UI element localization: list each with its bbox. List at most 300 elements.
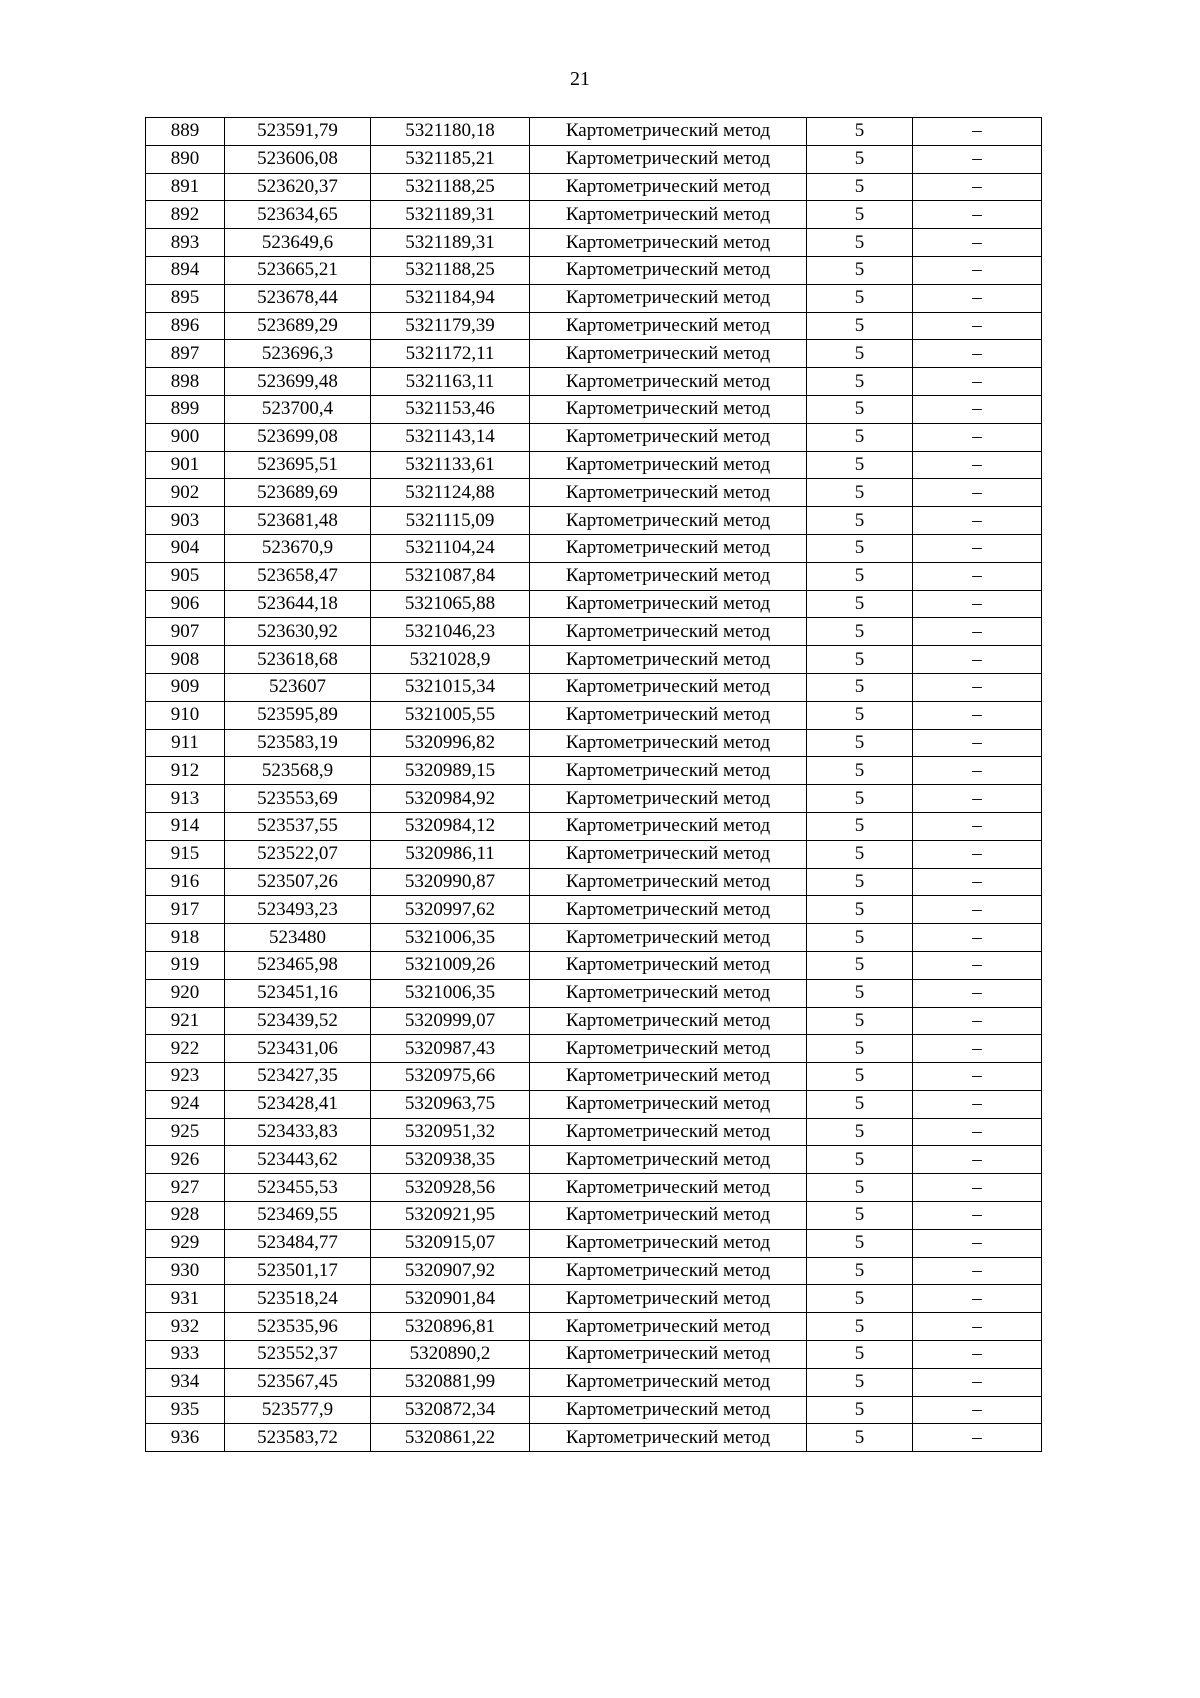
accuracy-cell: 5: [807, 451, 913, 479]
note-cell: –: [913, 1035, 1042, 1063]
y-coordinate-cell: 5321163,11: [371, 368, 530, 396]
table-row: [146, 1285, 1042, 1313]
x-coordinate-cell: 523507,26: [225, 868, 371, 896]
point-number-cell: 900: [146, 423, 225, 451]
y-coordinate-cell: 5320986,11: [371, 840, 530, 868]
accuracy-cell: 5: [807, 340, 913, 368]
method-cell: Картометрический метод: [530, 729, 807, 757]
method-cell: Картометрический метод: [530, 173, 807, 201]
y-coordinate-cell: 5320921,95: [371, 1202, 530, 1230]
method-cell: Картометрический метод: [530, 562, 807, 590]
accuracy-cell: 5: [807, 1313, 913, 1341]
table-row: [146, 1313, 1042, 1341]
method-cell: Картометрический метод: [530, 1202, 807, 1230]
note-cell: –: [913, 1396, 1042, 1424]
method-cell: Картометрический метод: [530, 423, 807, 451]
y-coordinate-cell: 5320989,15: [371, 757, 530, 785]
note-cell: –: [913, 368, 1042, 396]
table-row: [146, 479, 1042, 507]
point-number-cell: 928: [146, 1202, 225, 1230]
table-row: [146, 1035, 1042, 1063]
x-coordinate-cell: 523431,06: [225, 1035, 371, 1063]
accuracy-cell: 5: [807, 951, 913, 979]
x-coordinate-cell: 523553,69: [225, 785, 371, 813]
x-coordinate-cell: 523577,9: [225, 1396, 371, 1424]
table-row: [146, 256, 1042, 284]
y-coordinate-cell: 5321065,88: [371, 590, 530, 618]
accuracy-cell: 5: [807, 229, 913, 257]
x-coordinate-cell: 523595,89: [225, 701, 371, 729]
table-row: [146, 1368, 1042, 1396]
note-cell: –: [913, 1063, 1042, 1091]
x-coordinate-cell: 523537,55: [225, 812, 371, 840]
note-cell: –: [913, 451, 1042, 479]
y-coordinate-cell: 5321143,14: [371, 423, 530, 451]
accuracy-cell: 5: [807, 729, 913, 757]
note-cell: –: [913, 284, 1042, 312]
table-row: [146, 1202, 1042, 1230]
note-cell: –: [913, 173, 1042, 201]
y-coordinate-cell: 5321172,11: [371, 340, 530, 368]
method-cell: Картометрический метод: [530, 534, 807, 562]
y-coordinate-cell: 5320984,92: [371, 785, 530, 813]
point-number-cell: 898: [146, 368, 225, 396]
accuracy-cell: 5: [807, 646, 913, 674]
y-coordinate-cell: 5320872,34: [371, 1396, 530, 1424]
table-row: [146, 812, 1042, 840]
point-number-cell: 923: [146, 1063, 225, 1091]
method-cell: Картометрический метод: [530, 1035, 807, 1063]
table-row: [146, 507, 1042, 535]
note-cell: –: [913, 896, 1042, 924]
table-row: [146, 1090, 1042, 1118]
note-cell: –: [913, 1090, 1042, 1118]
x-coordinate-cell: 523433,83: [225, 1118, 371, 1146]
x-coordinate-cell: 523607: [225, 673, 371, 701]
note-cell: –: [913, 1174, 1042, 1202]
x-coordinate-cell: 523428,41: [225, 1090, 371, 1118]
note-cell: –: [913, 340, 1042, 368]
point-number-cell: 914: [146, 812, 225, 840]
method-cell: Картометрический метод: [530, 924, 807, 952]
method-cell: Картометрический метод: [530, 951, 807, 979]
y-coordinate-cell: 5320999,07: [371, 1007, 530, 1035]
note-cell: –: [913, 924, 1042, 952]
table-row: [146, 785, 1042, 813]
note-cell: –: [913, 256, 1042, 284]
note-cell: –: [913, 534, 1042, 562]
table-row: [146, 757, 1042, 785]
x-coordinate-cell: 523522,07: [225, 840, 371, 868]
point-number-cell: 930: [146, 1257, 225, 1285]
method-cell: Картометрический метод: [530, 145, 807, 173]
x-coordinate-cell: 523568,9: [225, 757, 371, 785]
accuracy-cell: 5: [807, 1174, 913, 1202]
accuracy-cell: 5: [807, 1229, 913, 1257]
x-coordinate-cell: 523427,35: [225, 1063, 371, 1091]
table-row: [146, 1118, 1042, 1146]
table-row: [146, 1424, 1042, 1452]
x-coordinate-cell: 523469,55: [225, 1202, 371, 1230]
x-coordinate-cell: 523493,23: [225, 896, 371, 924]
method-cell: Картометрический метод: [530, 1368, 807, 1396]
x-coordinate-cell: 523699,48: [225, 368, 371, 396]
method-cell: Картометрический метод: [530, 1285, 807, 1313]
y-coordinate-cell: 5320861,22: [371, 1424, 530, 1452]
table-row: [146, 646, 1042, 674]
y-coordinate-cell: 5320938,35: [371, 1146, 530, 1174]
method-cell: Картометрический метод: [530, 312, 807, 340]
note-cell: –: [913, 1257, 1042, 1285]
accuracy-cell: 5: [807, 284, 913, 312]
method-cell: Картометрический метод: [530, 757, 807, 785]
table-row: [146, 1396, 1042, 1424]
point-number-cell: 909: [146, 673, 225, 701]
x-coordinate-cell: 523455,53: [225, 1174, 371, 1202]
table-row: [146, 201, 1042, 229]
point-number-cell: 927: [146, 1174, 225, 1202]
x-coordinate-cell: 523649,6: [225, 229, 371, 257]
x-coordinate-cell: 523700,4: [225, 395, 371, 423]
y-coordinate-cell: 5321115,09: [371, 507, 530, 535]
note-cell: –: [913, 1313, 1042, 1341]
accuracy-cell: 5: [807, 1146, 913, 1174]
accuracy-cell: 5: [807, 979, 913, 1007]
accuracy-cell: 5: [807, 256, 913, 284]
accuracy-cell: 5: [807, 868, 913, 896]
point-number-cell: 932: [146, 1313, 225, 1341]
table-row: [146, 534, 1042, 562]
x-coordinate-cell: 523439,52: [225, 1007, 371, 1035]
table-row: [146, 229, 1042, 257]
method-cell: Картометрический метод: [530, 1257, 807, 1285]
accuracy-cell: 5: [807, 1368, 913, 1396]
point-number-cell: 906: [146, 590, 225, 618]
table-row: [146, 145, 1042, 173]
accuracy-cell: 5: [807, 1035, 913, 1063]
x-coordinate-cell: 523583,19: [225, 729, 371, 757]
y-coordinate-cell: 5321124,88: [371, 479, 530, 507]
point-number-cell: 902: [146, 479, 225, 507]
method-cell: Картометрический метод: [530, 1118, 807, 1146]
point-number-cell: 918: [146, 924, 225, 952]
page-number: 21: [570, 68, 590, 90]
y-coordinate-cell: 5320896,81: [371, 1313, 530, 1341]
method-cell: Картометрический метод: [530, 1396, 807, 1424]
x-coordinate-cell: 523451,16: [225, 979, 371, 1007]
y-coordinate-cell: 5321005,55: [371, 701, 530, 729]
note-cell: –: [913, 785, 1042, 813]
point-number-cell: 915: [146, 840, 225, 868]
x-coordinate-cell: 523644,18: [225, 590, 371, 618]
accuracy-cell: 5: [807, 757, 913, 785]
x-coordinate-cell: 523618,68: [225, 646, 371, 674]
table-row: [146, 284, 1042, 312]
table-row: [146, 1174, 1042, 1202]
note-cell: –: [913, 562, 1042, 590]
y-coordinate-cell: 5321028,9: [371, 646, 530, 674]
accuracy-cell: 5: [807, 1285, 913, 1313]
point-number-cell: 896: [146, 312, 225, 340]
note-cell: –: [913, 757, 1042, 785]
note-cell: –: [913, 1341, 1042, 1369]
y-coordinate-cell: 5321188,25: [371, 173, 530, 201]
method-cell: Картометрический метод: [530, 840, 807, 868]
point-number-cell: 891: [146, 173, 225, 201]
accuracy-cell: 5: [807, 1341, 913, 1369]
note-cell: –: [913, 1202, 1042, 1230]
y-coordinate-cell: 5321015,34: [371, 673, 530, 701]
accuracy-cell: 5: [807, 312, 913, 340]
method-cell: Картометрический метод: [530, 1174, 807, 1202]
accuracy-cell: 5: [807, 1396, 913, 1424]
accuracy-cell: 5: [807, 701, 913, 729]
table-row: [146, 979, 1042, 1007]
method-cell: Картометрический метод: [530, 1090, 807, 1118]
y-coordinate-cell: 5320984,12: [371, 812, 530, 840]
table-row: [146, 562, 1042, 590]
point-number-cell: 908: [146, 646, 225, 674]
note-cell: –: [913, 145, 1042, 173]
coordinates-table-body: [146, 118, 1042, 1452]
note-cell: –: [913, 201, 1042, 229]
method-cell: Картометрический метод: [530, 256, 807, 284]
note-cell: –: [913, 423, 1042, 451]
table-row: [146, 701, 1042, 729]
x-coordinate-cell: 523443,62: [225, 1146, 371, 1174]
note-cell: –: [913, 701, 1042, 729]
x-coordinate-cell: 523696,3: [225, 340, 371, 368]
method-cell: Картометрический метод: [530, 1229, 807, 1257]
method-cell: Картометрический метод: [530, 618, 807, 646]
y-coordinate-cell: 5321046,23: [371, 618, 530, 646]
accuracy-cell: 5: [807, 368, 913, 396]
accuracy-cell: 5: [807, 1424, 913, 1452]
table-row: [146, 451, 1042, 479]
point-number-cell: 889: [146, 118, 225, 146]
y-coordinate-cell: 5321189,31: [371, 229, 530, 257]
accuracy-cell: 5: [807, 590, 913, 618]
point-number-cell: 911: [146, 729, 225, 757]
table-row: [146, 340, 1042, 368]
y-coordinate-cell: 5321184,94: [371, 284, 530, 312]
table-row: [146, 1146, 1042, 1174]
accuracy-cell: 5: [807, 1202, 913, 1230]
y-coordinate-cell: 5321006,35: [371, 979, 530, 1007]
y-coordinate-cell: 5320996,82: [371, 729, 530, 757]
note-cell: –: [913, 812, 1042, 840]
y-coordinate-cell: 5321180,18: [371, 118, 530, 146]
table-row: [146, 1341, 1042, 1369]
note-cell: –: [913, 1007, 1042, 1035]
point-number-cell: 897: [146, 340, 225, 368]
y-coordinate-cell: 5321133,61: [371, 451, 530, 479]
point-number-cell: 893: [146, 229, 225, 257]
note-cell: –: [913, 1118, 1042, 1146]
table-row: [146, 1229, 1042, 1257]
point-number-cell: 931: [146, 1285, 225, 1313]
point-number-cell: 936: [146, 1424, 225, 1452]
method-cell: Картометрический метод: [530, 1063, 807, 1091]
point-number-cell: 905: [146, 562, 225, 590]
table-row: [146, 868, 1042, 896]
x-coordinate-cell: 523681,48: [225, 507, 371, 535]
point-number-cell: 913: [146, 785, 225, 813]
accuracy-cell: 5: [807, 1257, 913, 1285]
x-coordinate-cell: 523480: [225, 924, 371, 952]
point-number-cell: 925: [146, 1118, 225, 1146]
y-coordinate-cell: 5321188,25: [371, 256, 530, 284]
table-row: [146, 368, 1042, 396]
x-coordinate-cell: 523658,47: [225, 562, 371, 590]
accuracy-cell: 5: [807, 507, 913, 535]
accuracy-cell: 5: [807, 785, 913, 813]
x-coordinate-cell: 523678,44: [225, 284, 371, 312]
table-row: [146, 395, 1042, 423]
point-number-cell: 903: [146, 507, 225, 535]
accuracy-cell: 5: [807, 896, 913, 924]
accuracy-cell: 5: [807, 118, 913, 146]
point-number-cell: 907: [146, 618, 225, 646]
point-number-cell: 933: [146, 1341, 225, 1369]
note-cell: –: [913, 590, 1042, 618]
method-cell: Картометрический метод: [530, 896, 807, 924]
method-cell: Картометрический метод: [530, 479, 807, 507]
point-number-cell: 899: [146, 395, 225, 423]
accuracy-cell: 5: [807, 145, 913, 173]
method-cell: Картометрический метод: [530, 1146, 807, 1174]
table-row: [146, 1257, 1042, 1285]
accuracy-cell: 5: [807, 201, 913, 229]
y-coordinate-cell: 5320915,07: [371, 1229, 530, 1257]
method-cell: Картометрический метод: [530, 201, 807, 229]
method-cell: Картометрический метод: [530, 340, 807, 368]
note-cell: –: [913, 507, 1042, 535]
method-cell: Картометрический метод: [530, 451, 807, 479]
y-coordinate-cell: 5321153,46: [371, 395, 530, 423]
table-row: [146, 618, 1042, 646]
x-coordinate-cell: 523620,37: [225, 173, 371, 201]
note-cell: –: [913, 868, 1042, 896]
method-cell: Картометрический метод: [530, 979, 807, 1007]
coordinates-table: [145, 117, 1042, 1452]
x-coordinate-cell: 523501,17: [225, 1257, 371, 1285]
table-row: [146, 1063, 1042, 1091]
table-row: [146, 840, 1042, 868]
table-row: [146, 951, 1042, 979]
method-cell: Картометрический метод: [530, 1007, 807, 1035]
method-cell: Картометрический метод: [530, 812, 807, 840]
table-row: [146, 896, 1042, 924]
method-cell: Картометрический метод: [530, 1313, 807, 1341]
accuracy-cell: 5: [807, 618, 913, 646]
point-number-cell: 917: [146, 896, 225, 924]
point-number-cell: 890: [146, 145, 225, 173]
method-cell: Картометрический метод: [530, 868, 807, 896]
x-coordinate-cell: 523689,69: [225, 479, 371, 507]
y-coordinate-cell: 5321185,21: [371, 145, 530, 173]
accuracy-cell: 5: [807, 924, 913, 952]
y-coordinate-cell: 5320990,87: [371, 868, 530, 896]
y-coordinate-cell: 5320997,62: [371, 896, 530, 924]
point-number-cell: 901: [146, 451, 225, 479]
x-coordinate-cell: 523670,9: [225, 534, 371, 562]
point-number-cell: 912: [146, 757, 225, 785]
accuracy-cell: 5: [807, 1007, 913, 1035]
x-coordinate-cell: 523591,79: [225, 118, 371, 146]
method-cell: Картометрический метод: [530, 118, 807, 146]
accuracy-cell: 5: [807, 1118, 913, 1146]
table-row: [146, 312, 1042, 340]
table-row: [146, 423, 1042, 451]
x-coordinate-cell: 523518,24: [225, 1285, 371, 1313]
y-coordinate-cell: 5320901,84: [371, 1285, 530, 1313]
note-cell: –: [913, 646, 1042, 674]
method-cell: Картометрический метод: [530, 229, 807, 257]
x-coordinate-cell: 523465,98: [225, 951, 371, 979]
y-coordinate-cell: 5320928,56: [371, 1174, 530, 1202]
x-coordinate-cell: 523484,77: [225, 1229, 371, 1257]
point-number-cell: 920: [146, 979, 225, 1007]
accuracy-cell: 5: [807, 534, 913, 562]
point-number-cell: 894: [146, 256, 225, 284]
x-coordinate-cell: 523634,65: [225, 201, 371, 229]
x-coordinate-cell: 523695,51: [225, 451, 371, 479]
table-row: [146, 118, 1042, 146]
x-coordinate-cell: 523699,08: [225, 423, 371, 451]
table-row: [146, 729, 1042, 757]
note-cell: –: [913, 118, 1042, 146]
point-number-cell: 916: [146, 868, 225, 896]
method-cell: Картометрический метод: [530, 701, 807, 729]
y-coordinate-cell: 5320951,32: [371, 1118, 530, 1146]
method-cell: Картометрический метод: [530, 368, 807, 396]
y-coordinate-cell: 5321009,26: [371, 951, 530, 979]
method-cell: Картометрический метод: [530, 590, 807, 618]
note-cell: –: [913, 1229, 1042, 1257]
y-coordinate-cell: 5321189,31: [371, 201, 530, 229]
x-coordinate-cell: 523606,08: [225, 145, 371, 173]
table-row: [146, 673, 1042, 701]
y-coordinate-cell: 5321104,24: [371, 534, 530, 562]
method-cell: Картометрический метод: [530, 395, 807, 423]
x-coordinate-cell: 523689,29: [225, 312, 371, 340]
point-number-cell: 926: [146, 1146, 225, 1174]
method-cell: Картометрический метод: [530, 673, 807, 701]
point-number-cell: 892: [146, 201, 225, 229]
method-cell: Картометрический метод: [530, 507, 807, 535]
accuracy-cell: 5: [807, 812, 913, 840]
note-cell: –: [913, 840, 1042, 868]
point-number-cell: 929: [146, 1229, 225, 1257]
accuracy-cell: 5: [807, 840, 913, 868]
point-number-cell: 895: [146, 284, 225, 312]
accuracy-cell: 5: [807, 173, 913, 201]
x-coordinate-cell: 523535,96: [225, 1313, 371, 1341]
y-coordinate-cell: 5321087,84: [371, 562, 530, 590]
note-cell: –: [913, 1424, 1042, 1452]
note-cell: –: [913, 479, 1042, 507]
point-number-cell: 904: [146, 534, 225, 562]
note-cell: –: [913, 979, 1042, 1007]
accuracy-cell: 5: [807, 673, 913, 701]
method-cell: Картометрический метод: [530, 785, 807, 813]
y-coordinate-cell: 5320881,99: [371, 1368, 530, 1396]
accuracy-cell: 5: [807, 479, 913, 507]
note-cell: –: [913, 618, 1042, 646]
note-cell: –: [913, 229, 1042, 257]
point-number-cell: 924: [146, 1090, 225, 1118]
